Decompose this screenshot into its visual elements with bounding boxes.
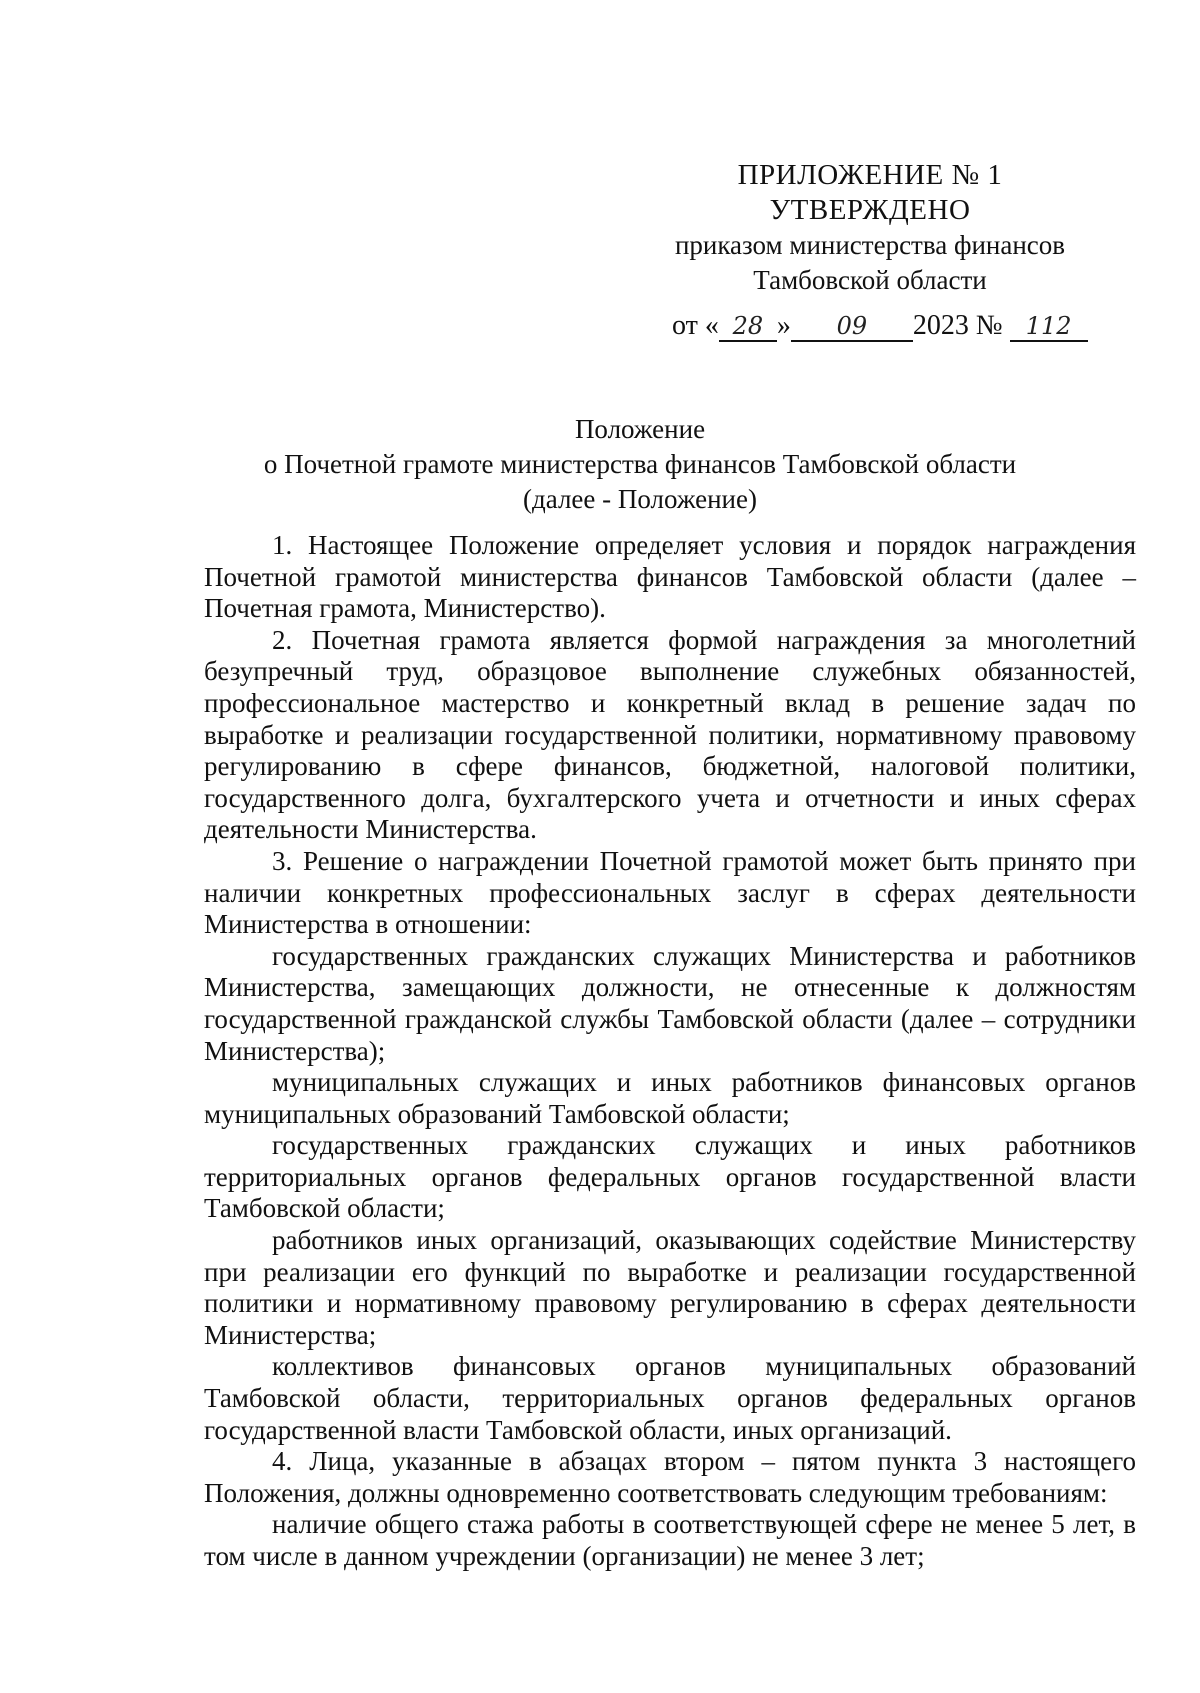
approved-region: Тамбовской области [753,265,987,295]
paragraph-3: 3. Решение о награждении Почетной грамотой может быть принято при наличии конкретных профессиональных заслуг в сферах деятельности Министерства в отношении: [204,845,1136,940]
document-title [200,412,1080,517]
handwritten-month: 09 [791,312,913,342]
paragraph-3-item-4: работников иных организаций, оказывающих содействие Министерству при реализации его функций по выработке и реализации государственной политики и нормативному правовому регулированию в сферах деятельности Министерства; [204,1225,1136,1350]
date-year: 2023 № [912,310,1003,341]
paragraph-3-item-3: государственных гражданских служащих и иных работников территориальных органов федеральных органов государственной власти Тамбовской области; [204,1130,1136,1224]
order-date-line [672,308,1092,344]
appendix-number: ПРИЛОЖЕНИЕ № 1 [737,159,1003,191]
title-line-2: о Почетной грамоте министерства финансов Тамбовской области [263,449,1017,479]
date-quote-close: » [776,310,791,341]
paragraph-3-item-2: муниципальных служащих и иных работников финансовых органов муниципальных образований Тамбовской области; [204,1067,1136,1129]
paragraph-2: 2. Почетная грамота является формой награждения за многолетний безупречный труд, образцовое выполнение служебных обязанностей, профессиональное мастерство и конкретный вклад в решение задач по выработке и реализации государственной политики, нормативному правовому регулированию в сфере финансов, бюджетной, налоговой политики, государственного долга, бухгалтерского учета и отчетности и иных сферах деятельности Министерства. [204,624,1136,845]
handwritten-order-number: 112 [1010,312,1088,342]
approval-header [660,158,1080,298]
paragraph-3-item-1: государственных гражданских служащих Министерства и работников Министерства, замещающих должности, не отнесенные к должностям государственной гражданской службы Тамбовской области (далее – сотрудники Министерства); [204,940,1136,1066]
paragraph-1: 1. Настоящее Положение определяет условия и порядок награждения Почетной грамотой министерства финансов Тамбовской области (далее – Почетная грамота, Министерство). [204,530,1136,624]
paragraph-4-item-1: наличие общего стажа работы в соответствующей сфере не менее 5 лет, в том числе в данном учреждении (организации) не менее 3 лет; [204,1509,1136,1571]
title-line-1: Положение [574,414,706,444]
date-prefix: от « [672,310,719,341]
approved-by-order: приказом министерства финансов [674,230,1066,260]
document-body [204,530,1136,1573]
paragraph-4: 4. Лица, указанные в абзацах втором – пятом пункта 3 настоящего Положения, должны одновременно соответствовать следующим требованиям: [204,1446,1136,1508]
paragraph-3-item-5: коллективов финансовых органов муниципальных образований Тамбовской области, территориальных органов федеральных органов государственной власти Тамбовской области, иных организаций. [204,1351,1136,1445]
title-line-3: (далее - Положение) [523,484,757,514]
handwritten-day: 28 [719,312,777,342]
approved-label: УТВЕРЖДЕНО [769,194,971,226]
